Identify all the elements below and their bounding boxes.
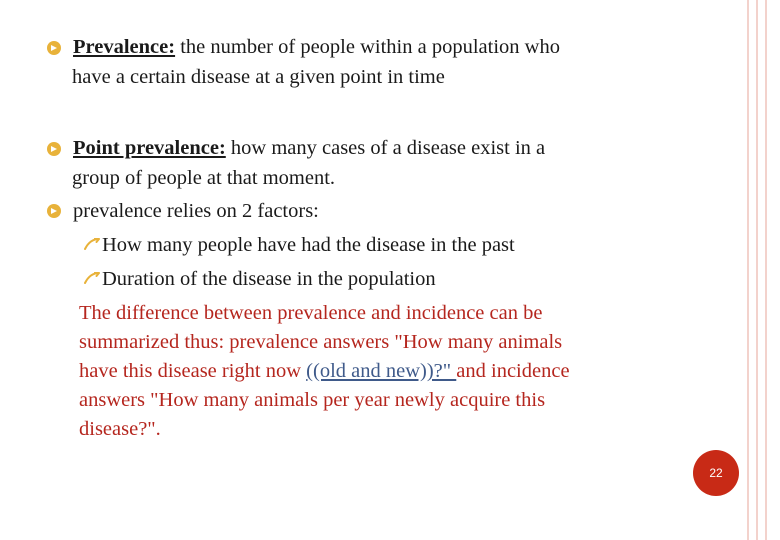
sub-bullet-icon: [84, 272, 100, 284]
decorative-stripe: [765, 0, 767, 540]
bullet-point-prevalence-line1: [73, 138, 545, 159]
old-and-new-link[interactable]: ((old and new))?": [306, 360, 457, 382]
note-line: The difference between prevalence and incidence can be: [79, 302, 543, 324]
note-text: have this disease right now: [79, 360, 307, 382]
bullet-factors: prevalence relies on 2 factors:: [73, 200, 319, 222]
bullet-icon: [47, 41, 61, 55]
bullet-icon: [47, 142, 61, 156]
note-line: disease?".: [79, 418, 161, 440]
sub-bullet-icon: [84, 238, 100, 250]
note-line: answers "How many animals per year newly acquire this: [79, 389, 546, 411]
bullet-prevalence-line2: have a certain disease at a given point in time: [72, 66, 445, 88]
page-number: 22: [709, 466, 723, 480]
note-text: and incidence: [456, 360, 570, 382]
bullet-prevalence-line1: [73, 37, 560, 58]
bullet-point-prevalence-line2: group of people at that moment.: [72, 167, 336, 189]
sub-bullet-past: How many people have had the disease in the past: [102, 234, 515, 256]
page-number-badge: [693, 450, 739, 496]
decorative-stripe: [756, 0, 758, 540]
definition-text: how many cases of a disease exist in a: [225, 137, 546, 159]
bullet-icon: [47, 204, 61, 218]
note-line: summarized thus: prevalence answers "How many animals: [79, 331, 563, 353]
sub-bullet-duration: Duration of the disease in the population: [102, 268, 436, 290]
definition-text: the number of people within a population who: [175, 36, 560, 58]
note-line: [79, 361, 570, 382]
term-point-prevalence: Point prevalence:: [73, 137, 226, 159]
term-prevalence: Prevalence:: [73, 36, 176, 58]
decorative-stripe: [747, 0, 749, 540]
